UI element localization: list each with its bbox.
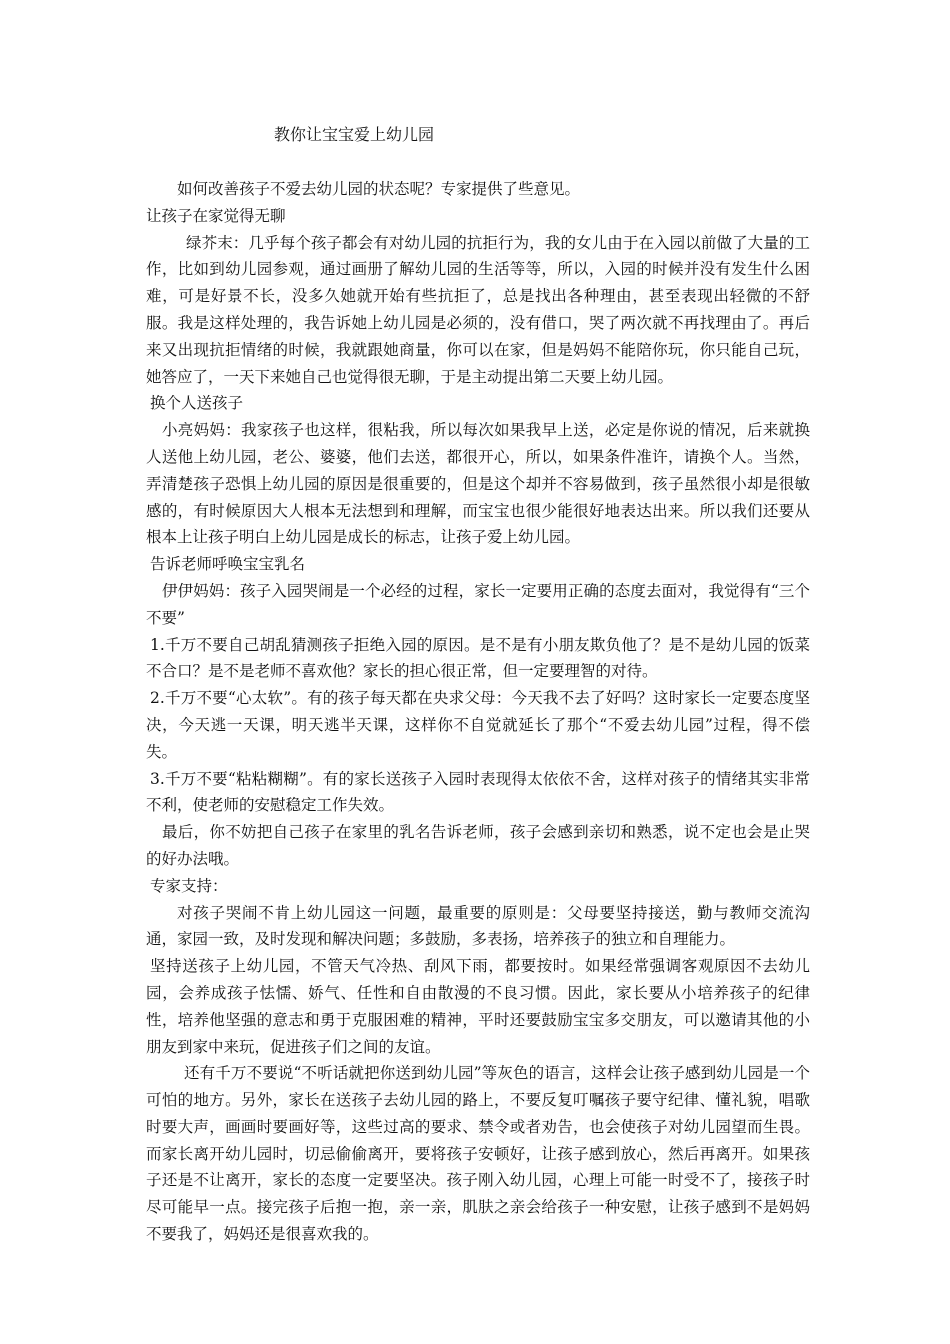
document-body — [146, 176, 810, 1248]
paragraph-xiaoliang-mom: 小亮妈妈：我家孩子也这样，很粘我，所以每次如果我早上送，必定是你说的情况，后来就换人送他上幼儿园，老公、婆婆，他们去送，都很开心，所以，如果条件准许，请换个人。当然，弄清楚孩子恐惧上幼儿园的原因是很重要的，但是这个却并不容易做到，孩子虽然很小却是很敏感的，有时候原因大人根本无法想到和理解，而宝宝也很少能很好地表达出来。所以我们还要从根本上让孩子明白上幼儿园是成长的标志，让孩子爱上幼儿园。 — [146, 421, 810, 547]
list-item-1: 1.千万不要自己胡乱猜测孩子拒绝入园的原因。是不是有小朋友欺负他了？是不是幼儿园的饭菜不合口？是不是老师不喜欢他？家长的担心很正常，但一定要理智的对待。 — [146, 635, 810, 681]
paragraph-lvjiemo: 绿芥末：几乎每个孩子都会有对幼儿园的抗拒行为，我的女儿由于在入园以前做了大量的工作，比如到幼儿园参观，通过画册了解幼儿园的生活等等，所以，入园的时候并没有发生什么困难，可是好景不长，没多久她就开始有些抗拒了，总是找出各种理由，甚至表现出轻微的不舒服。我是这样处理的，我告诉她上幼儿园是必须的，没有借口，哭了两次就不再找理由了。再后来又出现抗拒情绪的时候，我就跟她商量，你可以在家，但是妈妈不能陪你玩，你只能自己玩，她答应了，一天下来她自己也觉得很无聊，于是主动提出第二天要上幼儿园。 — [146, 233, 810, 386]
section-heading-expert: 专家支持： — [150, 876, 228, 895]
paragraph-dont-say: 还有千万不要说“不听话就把你送到幼儿园”等灰色的语言，这样会让孩子感到幼儿园是一个可怕的地方。另外，家长在送孩子去幼儿园的路上，不要反复叮嘱孩子要守纪律、懂礼貌，唱歌时要大声，画画时要画好等，这些过高的要求、禁令或者劝告，也会使孩子对幼儿园望而生畏。而家长离开幼儿园时，切忌偷偷离开，要将孩子安顿好，让孩子感到放心，然后再离开。如果孩子还是不让离开，家长的态度一定要坚决。孩子刚入幼儿园，心理上可能一时受不了，接孩子时尽可能早一点。接完孩子后抱一抱，亲一亲，肌肤之亲会给孩子一种安慰，让孩子感到不是妈妈不要我了，妈妈还是很喜欢我的。 — [146, 1064, 810, 1244]
section-heading-tell-teacher: 告诉老师呼唤宝宝乳名 — [150, 555, 306, 574]
paragraph-expert-principle: 对孩子哭闹不肯上幼儿园这一问题，最重要的原则是：父母要坚持接送，勤与教师交流沟通，家园一致，及时发现和解决问题；多鼓励，多表扬，培养孩子的独立和自理能力。 — [146, 903, 810, 949]
paragraph-finally: 最后，你不妨把自己孩子在家里的乳名告诉老师，孩子会感到亲切和熟悉，说不定也会是止哭的好办法哦。 — [146, 823, 810, 868]
intro-paragraph: 如何改善孩子不爱去幼儿园的状态呢？专家提供了些意见。 — [177, 180, 581, 198]
list-item-2: 2.千万不要“心太软”。有的孩子每天都在央求父母：今天我不去了好吗？这时家长一定要态度坚决，今天逃一天课，明天逃半天课，这样你不自觉就延长了那个“不爱去幼儿园”过程，得不偿失。 — [146, 689, 810, 761]
section-heading-change-person: 换个人送孩子 — [150, 394, 244, 413]
document-title: 教你让宝宝爱上幼儿园 — [274, 125, 435, 144]
list-item-3: 3.千万不要“粘粘糊糊”。有的家长送孩子入园时表现得太依依不舍，这样对孩子的情绪其实非常不利，使老师的安慰稳定工作失效。 — [146, 769, 810, 815]
paragraph-persist: 坚持送孩子上幼儿园，不管天气冷热、刮风下雨，都要按时。如果经常强调客观原因不去幼儿园，会养成孩子怯懦、娇气、任性和自由散漫的不良习惯。因此，家长要从小培养孩子的纪律性，培养他坚强的意志和勇于克服困难的精神，平时还要鼓励宝宝多交朋友，可以邀请其他的小朋友到家中来玩，促进孩子们之间的友谊。 — [146, 957, 810, 1056]
paragraph-yiyi-mom: 伊伊妈妈：孩子入园哭闹是一个必经的过程，家长一定要用正确的态度去面对，我觉得有“三个不要” — [146, 581, 810, 627]
section-heading-bored-at-home: 让孩子在家觉得无聊 — [146, 206, 286, 225]
